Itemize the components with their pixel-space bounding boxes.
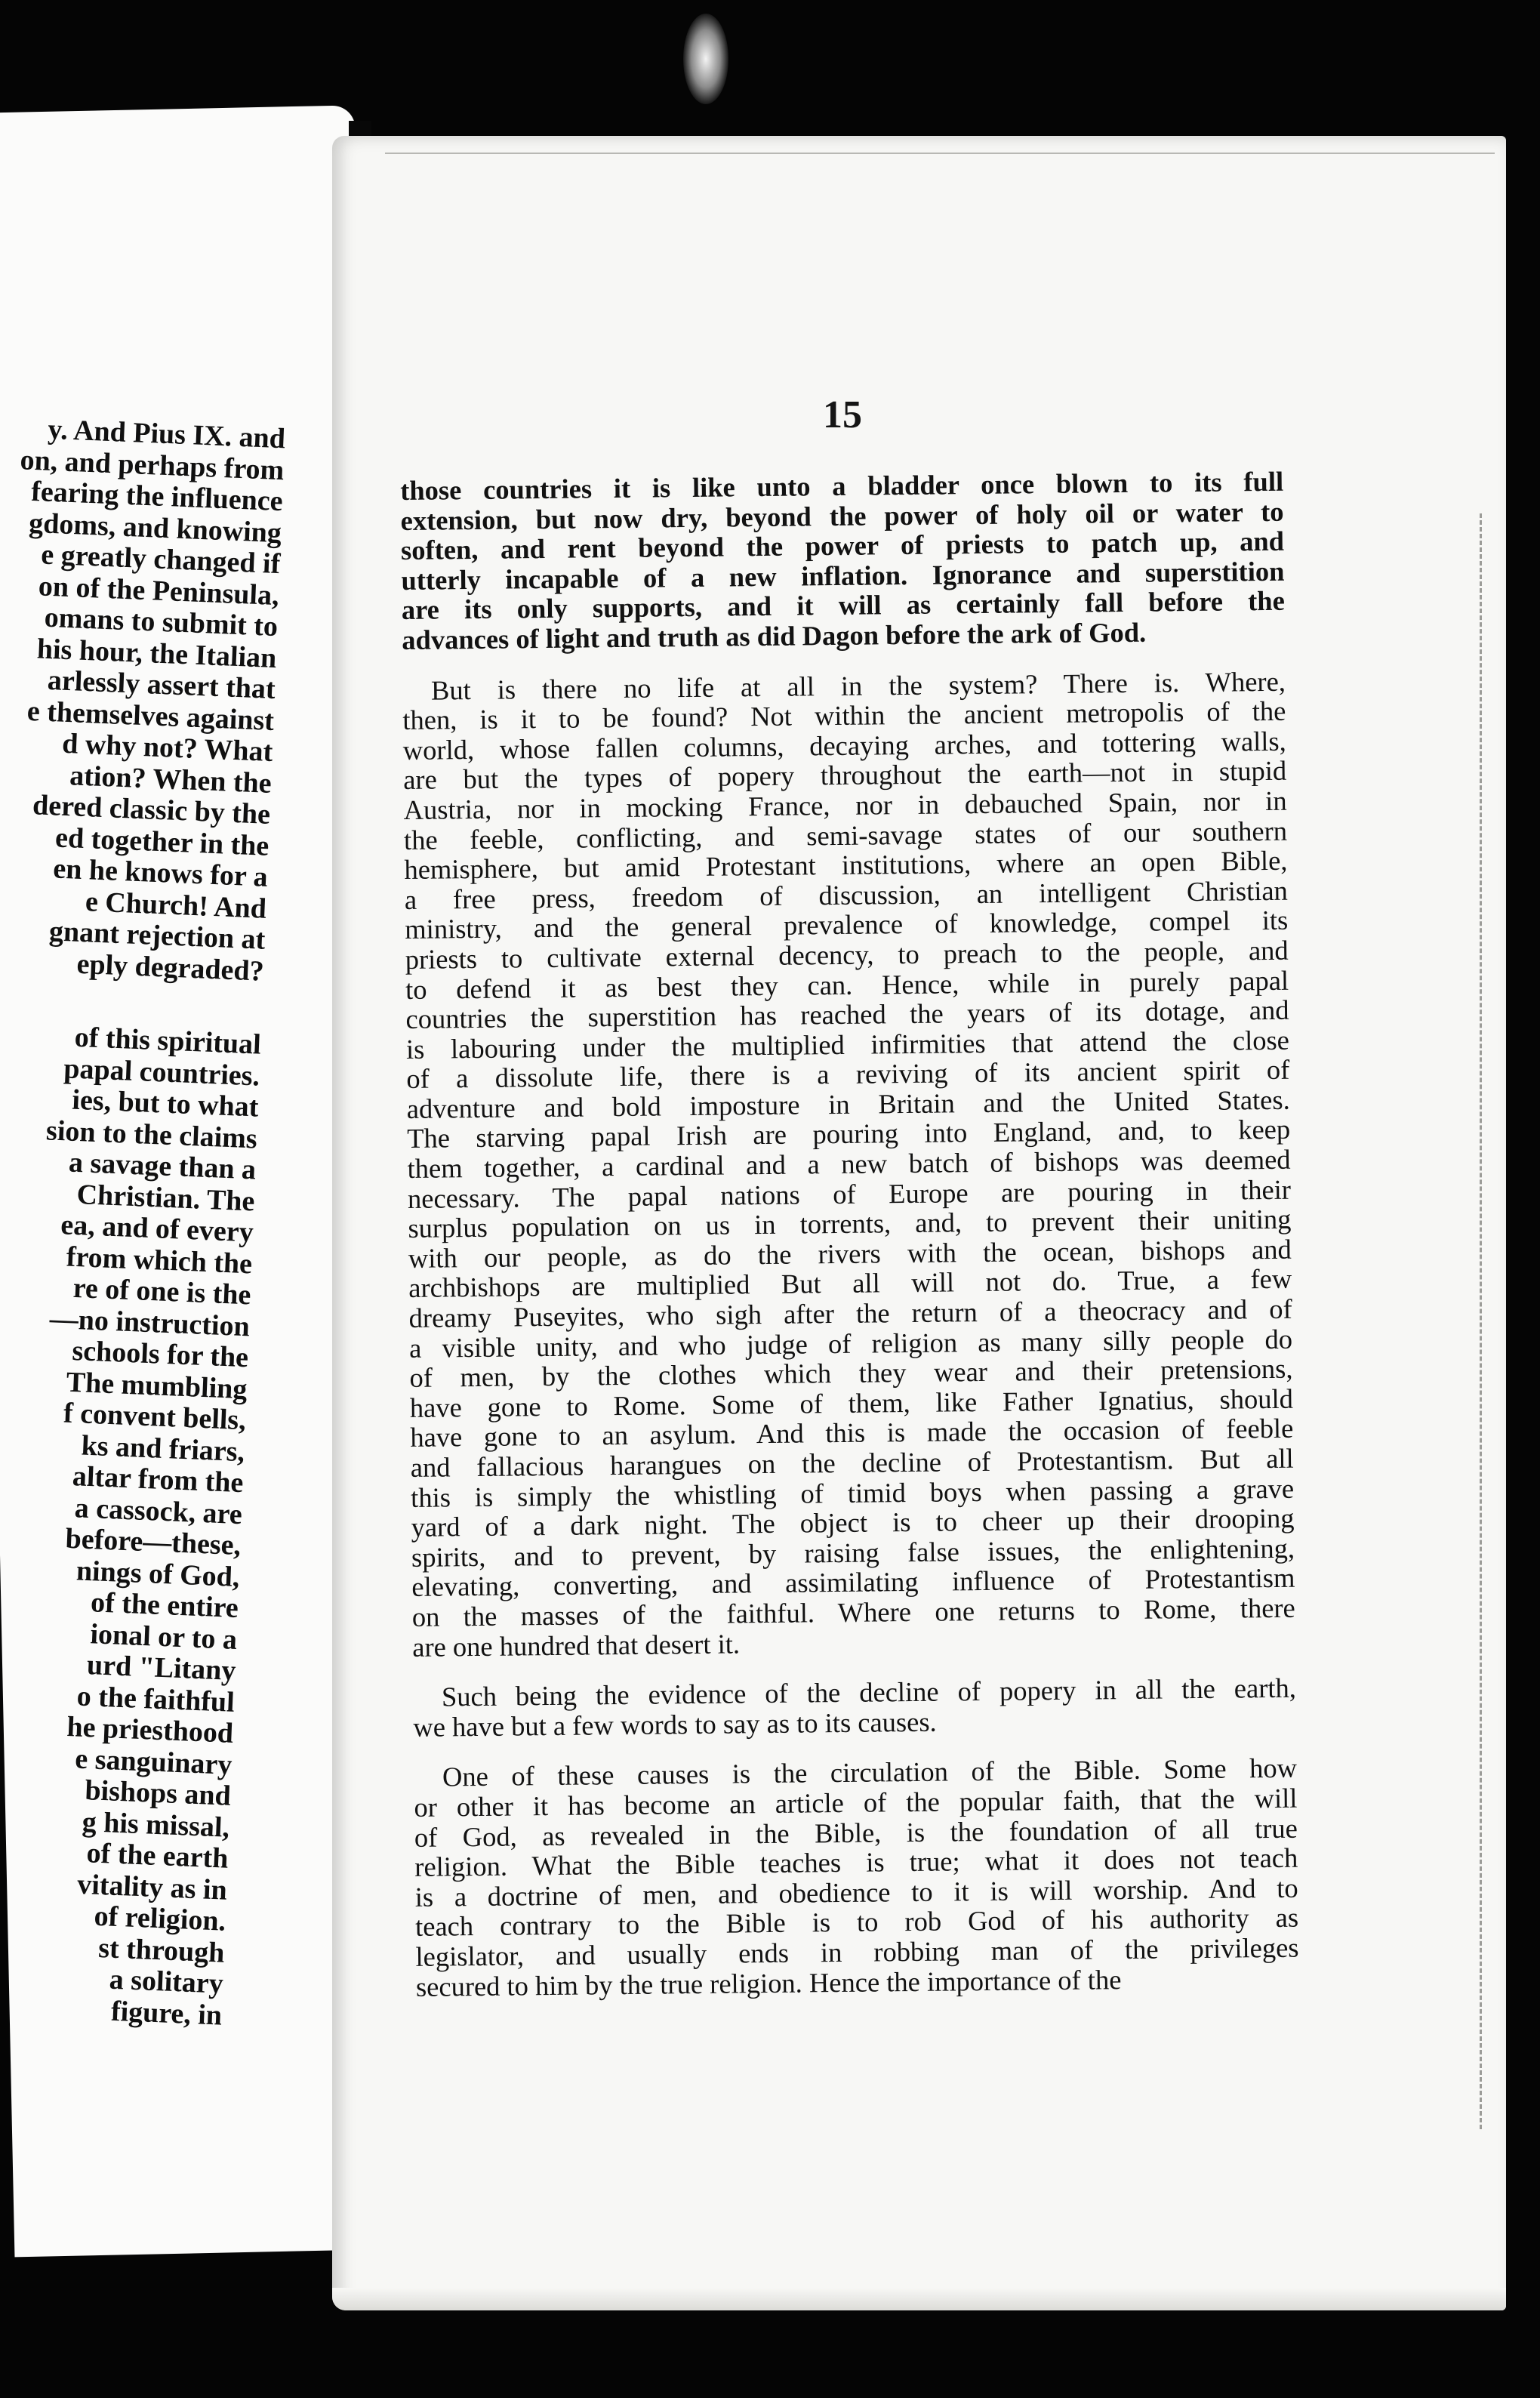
left-page-line: of religion. bbox=[93, 1900, 226, 1937]
text-line: of men, by the clothes which they wear and their pretensions, bbox=[409, 1352, 1293, 1394]
text-line: The starving papal Irish are pouring into England, and, to keep bbox=[406, 1114, 1291, 1154]
text-line: teach contrary to the Bible is to rob God of his authority as bbox=[414, 1901, 1299, 1943]
text-line: are its only supports, and it will as certainly fall before the bbox=[401, 585, 1286, 626]
left-page-line: g his missal, bbox=[82, 1805, 230, 1844]
text-line: surplus population on us in torrents, and, to prevent their uniting bbox=[408, 1203, 1292, 1244]
left-page-line: eply degraded? bbox=[75, 948, 265, 988]
page-bottom-edge bbox=[332, 2288, 1506, 2310]
left-page-line: vitality as in bbox=[76, 1868, 228, 1906]
text-line: adventure and bold imposture in Britain and the United States. bbox=[406, 1083, 1290, 1124]
left-page-line: o the faithful bbox=[76, 1680, 236, 1718]
left-page-line: e Church! And bbox=[85, 885, 267, 925]
text-line: spirits, and to prevent, by raising false issues, the enlightening, bbox=[411, 1532, 1295, 1573]
left-page-line: his hour, the Italian bbox=[36, 632, 278, 674]
left-page-line: —no instruction bbox=[49, 1302, 251, 1342]
left-page-line: of the entire bbox=[90, 1586, 239, 1625]
left-page-line: figure, in bbox=[110, 1995, 223, 2032]
left-page-line: fearing the influence bbox=[30, 475, 284, 518]
text-line: extension, but now dry, beyond the power of holy oil or water to bbox=[400, 495, 1284, 536]
left-page-line: y. And Pius IX. and bbox=[47, 413, 286, 455]
text-line: But is there no life at all in the system? There is. Where, bbox=[430, 665, 1286, 706]
text-line: utterly incapable of a new inflation. Ignorance and superstition bbox=[401, 555, 1285, 596]
text-line: and fallacious harangues on the decline of Protestantism. But all bbox=[410, 1442, 1294, 1483]
text-line: secured to him by the true religion. Hence the importance of the bbox=[415, 1963, 1122, 2002]
text-line: One of these causes is the circulation of the Bible. Some how bbox=[442, 1752, 1298, 1792]
text-line: them together, a cardinal and a new batch of bishops was deemed bbox=[407, 1143, 1291, 1185]
text-line: countries the superstition has reached the years of its dotage, and bbox=[405, 994, 1289, 1035]
left-page-line: f convent bells, bbox=[63, 1397, 247, 1437]
text-line: is labouring under the multiplied infirmities that attend the close bbox=[405, 1024, 1290, 1065]
left-page-line: of this spiritual bbox=[73, 1021, 262, 1061]
left-page-line: st through bbox=[97, 1931, 226, 1969]
text-line: yard of a dark night. The object is to cheer up their drooping bbox=[411, 1502, 1295, 1543]
text-line: of a dissolute life, there is a reviving of its ancient spirit of bbox=[406, 1053, 1290, 1095]
left-page-line: ation? When the bbox=[69, 759, 273, 800]
text-line: world, whose fallen columns, decaying arches, and tottering walls, bbox=[402, 725, 1286, 766]
text-line: Such being the evidence of the decline of popery in all the earth, bbox=[441, 1672, 1297, 1712]
text-line: we have but a few words to say as to its causes. bbox=[413, 1706, 937, 1743]
paragraph bbox=[400, 467, 1285, 655]
text-line: have gone to Rome. Some of them, like Father Ignatius, should bbox=[409, 1382, 1294, 1423]
text-line: have gone to an asylum. And this is made the occasion of feeble bbox=[410, 1413, 1294, 1453]
text-line: the feeble, conflicting, and semi-savage states of our southern bbox=[403, 815, 1288, 855]
paragraph bbox=[413, 1673, 1297, 1742]
text-line: soften, and rent beyond the power of priests to patch up, and bbox=[400, 525, 1285, 566]
text-line: ministry, and the general prevalence of knowledge, compel its bbox=[405, 905, 1289, 945]
text-line: with our people, as do the rivers with the ocean, bishops and bbox=[408, 1233, 1292, 1274]
text-line: archbishops are multiplied But all will not do. True, a few bbox=[408, 1263, 1292, 1304]
page-number: 15 bbox=[823, 393, 862, 436]
left-page-line: bishops and bbox=[84, 1774, 232, 1812]
left-page-line: re of one is the bbox=[72, 1271, 252, 1312]
text-line: necessary. The papal nations of Europe are pouring in their bbox=[407, 1173, 1292, 1214]
left-page-line: ional or to a bbox=[89, 1617, 238, 1656]
text-line: those countries it is like unto a bladder once blown to its full bbox=[399, 465, 1284, 506]
text-line: Austria, nor in mocking France, nor in debauched Spain, nor in bbox=[403, 784, 1287, 825]
text-line: then, is it to be found? Not within the ancient metropolis of the bbox=[402, 695, 1286, 736]
text-line: a visible unity, and who judge of religion as many silly people do bbox=[408, 1323, 1293, 1364]
left-page-line: gdoms, and knowing bbox=[28, 507, 282, 549]
text-line: advances of light and truth as did Dagon before the ark of God. bbox=[402, 616, 1147, 655]
text-line: or other it has become an article of the popular faith, that the will bbox=[414, 1782, 1298, 1823]
page-body-text bbox=[400, 467, 1299, 2002]
text-line: hemisphere, but amid Protestant institutions, where an open Bible, bbox=[404, 844, 1288, 886]
left-page-line: papal countries. bbox=[63, 1052, 260, 1093]
left-page-line: gnant rejection at bbox=[48, 915, 266, 956]
paragraph bbox=[414, 1753, 1299, 2002]
left-page-line: d why not? What bbox=[61, 727, 274, 768]
left-page-line: from which the bbox=[66, 1241, 253, 1280]
text-line: are one hundred that desert it. bbox=[412, 1627, 741, 1663]
left-page-line: The mumbling bbox=[66, 1366, 248, 1405]
left-page-line: e themselves against bbox=[26, 695, 275, 737]
text-line: are but the types of popery throughout the earth—not in stupid bbox=[403, 755, 1287, 796]
text-line: of God, as revealed in the Bible, is the foundation of all true bbox=[414, 1812, 1298, 1853]
left-page-line: dered classic by the bbox=[32, 789, 271, 831]
left-page-line: e greatly changed if bbox=[40, 538, 282, 581]
page-top-edge bbox=[385, 142, 1495, 154]
text-line: a free press, freedom of discussion, an intelligent Christian bbox=[404, 874, 1289, 915]
left-page-line: a cassock, are bbox=[74, 1491, 243, 1530]
left-page-line: a solitary bbox=[109, 1963, 224, 2000]
paragraph bbox=[402, 666, 1296, 1662]
text-line: dreamy Puseyites, who sigh after the return of a theocracy and of bbox=[408, 1293, 1292, 1333]
left-page-line: nings of God, bbox=[75, 1554, 241, 1593]
left-page-line: en he knows for a bbox=[52, 852, 269, 893]
left-page-line: ies, but to what bbox=[71, 1083, 260, 1123]
left-page-line: omans to submit to bbox=[44, 601, 279, 643]
text-line: elevating, converting, and assimilating influence of Protestantism bbox=[411, 1562, 1295, 1603]
left-page-line: ea, and of every bbox=[60, 1209, 254, 1249]
lamp-glare bbox=[683, 14, 728, 104]
left-page-line: e sanguinary bbox=[74, 1743, 233, 1781]
text-line: legislator, and usually ends in robbing man of the privileges bbox=[415, 1931, 1299, 1972]
left-page-line: altar from the bbox=[72, 1460, 245, 1500]
left-page-line: before—these, bbox=[64, 1522, 242, 1562]
left-page-line: ks and friars, bbox=[80, 1429, 245, 1468]
left-page-line: arlessly assert that bbox=[47, 664, 276, 706]
text-line: on the masses of the faithful. Where one returns to Rome, there bbox=[411, 1592, 1295, 1632]
left-page-line: urd "Litany bbox=[86, 1649, 237, 1687]
left-page-line: schools for the bbox=[71, 1334, 249, 1374]
left-page-line: on of the Peninsula, bbox=[38, 569, 280, 612]
left-page-line: he priesthood bbox=[66, 1711, 234, 1749]
left-page-line: sion to the claims bbox=[45, 1114, 258, 1155]
text-line: is a doctrine of men, and obedience to it is will worship. And to bbox=[414, 1872, 1298, 1913]
text-line: priests to cultivate external decency, to preach to the people, and bbox=[405, 934, 1289, 975]
left-page-line: of the earth bbox=[85, 1837, 229, 1875]
left-page-line: ed together in the bbox=[54, 821, 270, 862]
left-page-text bbox=[0, 411, 286, 2032]
page-right-edge bbox=[1480, 513, 1492, 2129]
left-page-line: on, and perhaps from bbox=[19, 443, 285, 486]
left-page-line: Christian. The bbox=[75, 1178, 256, 1217]
text-line: to defend it as best they can. Hence, while in purely papal bbox=[405, 964, 1289, 1005]
left-page-line: a savage than a bbox=[68, 1146, 257, 1186]
text-line: religion. What the Bible teaches is true; what it does not teach bbox=[414, 1842, 1298, 1883]
text-line: this is simply the whistling of timid boys when passing a grave bbox=[410, 1472, 1295, 1513]
